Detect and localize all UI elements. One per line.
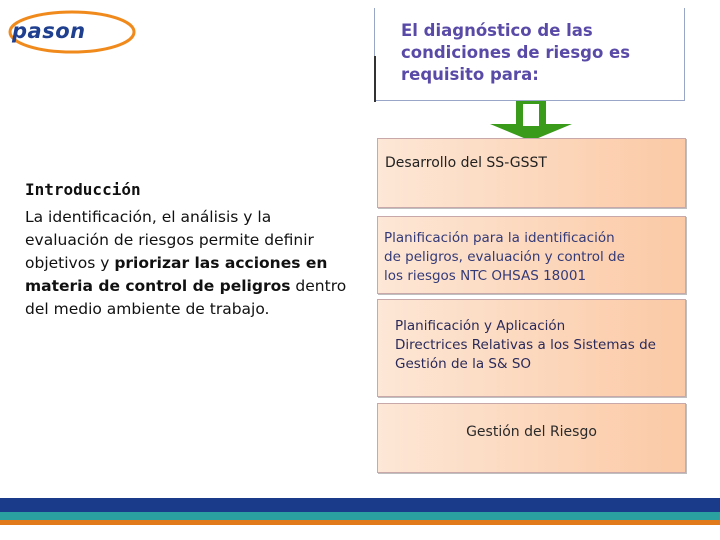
title-box [374,8,685,101]
box-ss-gsst [377,138,686,208]
title-box-rule [374,56,376,102]
pason-logo [6,6,140,58]
box-planificacion-identificacion-label: Planificación para la identificación de peligros, evaluación y control de los riesgos NTC OHSAS 18001 [384,230,625,284]
box-planificacion-identificacion [377,216,686,294]
box-gestion-riesgo [377,403,686,473]
page-title: El diagnóstico de las condiciones de riesgo es requisito para: [401,21,631,84]
intro-body-part2: dentro del medio ambiente de trabajo. [25,277,347,318]
intro-heading: Introducción [25,180,141,199]
box-planificacion-aplicacion [377,299,686,397]
box-planificacion-aplicacion-label: Planificación y Aplicación Directrices Relativas a los Sistemas de Gestión de la S& SO [395,318,656,372]
intro-body [25,206,360,321]
footer-band-teal [0,512,720,520]
box-ss-gsst-label: Desarrollo del SS-GSST [385,155,547,171]
intro-body-part1: La identificación, el análisis y la evaluación de riesgos permite definir objetivos y [25,208,314,272]
down-arrow-icon [488,100,574,142]
intro-body-bold: priorizar las acciones en materia de control de peligros [25,254,328,295]
footer-band-blue [0,498,720,512]
logo-text: pason [12,19,86,43]
footer-band [0,498,720,526]
box-gestion-riesgo-label: Gestión del Riesgo [466,424,597,440]
footer-band-orange [0,520,720,525]
